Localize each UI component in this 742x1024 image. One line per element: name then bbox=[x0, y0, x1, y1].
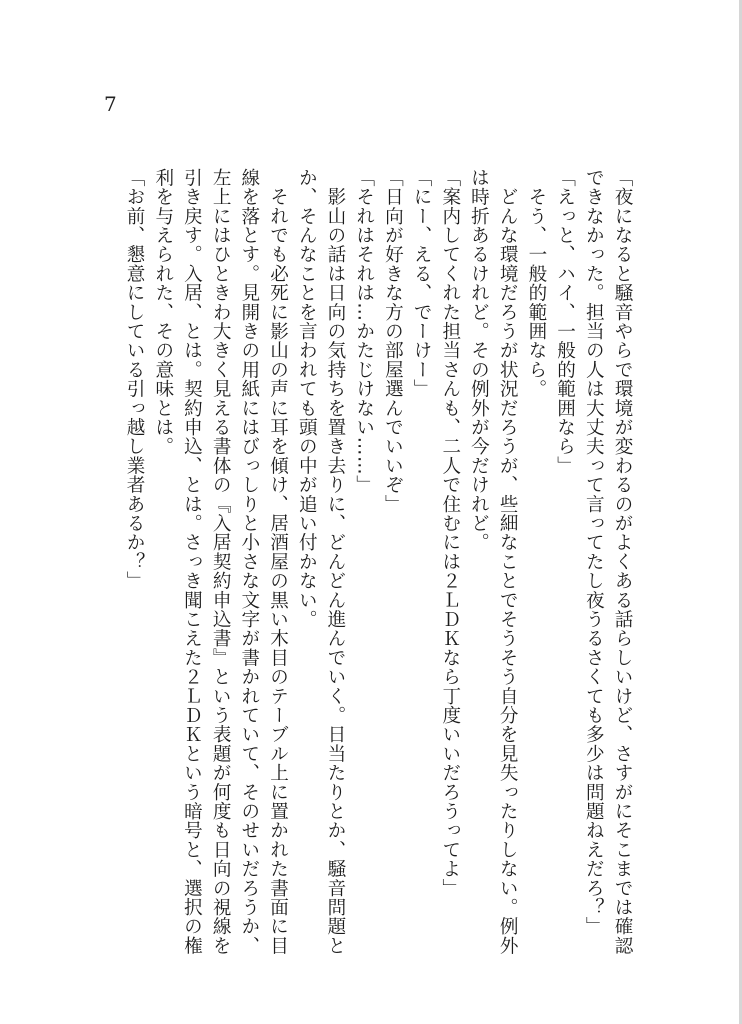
text-line: それでも必死に影山の声に耳を傾け、居酒屋の黒い木目のテーブル上に置かれた書面に目 bbox=[267, 168, 289, 956]
text-line: 「お前、懇意にしている引っ越し業者あるか？」 bbox=[124, 168, 146, 591]
text-line: できなかった。担当の人は大丈夫って言ってたし夜うるさくても多少は問題ねえだろ？」 bbox=[583, 168, 605, 936]
text-line: 影山の話は日向の気持ちを置き去りに、どんどん進んでいく。日当たりとか、騒音問題と bbox=[324, 168, 346, 956]
text-line: は時折あるけれど。その例外が今だけれど。 bbox=[468, 168, 490, 552]
text-line: 左上にはひときわ大きく見える書体の『入居契約申込書』という表題が何度も日向の視線を bbox=[210, 168, 232, 956]
text-line: 線を落とす。見開きの用紙にはびっしりと小さな文字が書かれていて、そのせいだろうか、 bbox=[238, 168, 260, 956]
page-number: 7 bbox=[104, 92, 117, 116]
text-line: 「案内してくれた担当さんも、二人で住むには２ＬＤＫなら丁度いいだろうってよ」 bbox=[439, 168, 461, 898]
text-line: か、そんなことを言われても頭の中が追い付かない。 bbox=[296, 168, 318, 629]
text-line: 引き戻す。入居、とは。契約申込、とは。さっき聞こえた２ＬＤＫという暗号と、選択の権 bbox=[181, 168, 203, 956]
text-line: 「日向が好きな方の部屋選んでいいぞ」 bbox=[382, 168, 404, 514]
text-line: どんな環境だろうが状況だろうが、些細なことでそうそう自分を見失ったりしない。例外 bbox=[497, 168, 519, 956]
text-line: 「にー、える、でーけー」 bbox=[411, 168, 433, 399]
text-line: 「それはそれは…かたじけない……」 bbox=[353, 168, 375, 495]
text-line: そう、一般的範囲なら。 bbox=[525, 168, 547, 399]
text-line: 利を与えられた、その意味とは。 bbox=[152, 168, 174, 456]
text-line: 「えっと、ハイ、一般的範囲なら」 bbox=[554, 168, 576, 476]
vertical-text-body bbox=[119, 168, 636, 958]
text-line: 「夜になると騒音やらで環境が変わるのがよくある話らしいけど、さすがにそこまでは確認 bbox=[612, 168, 633, 956]
